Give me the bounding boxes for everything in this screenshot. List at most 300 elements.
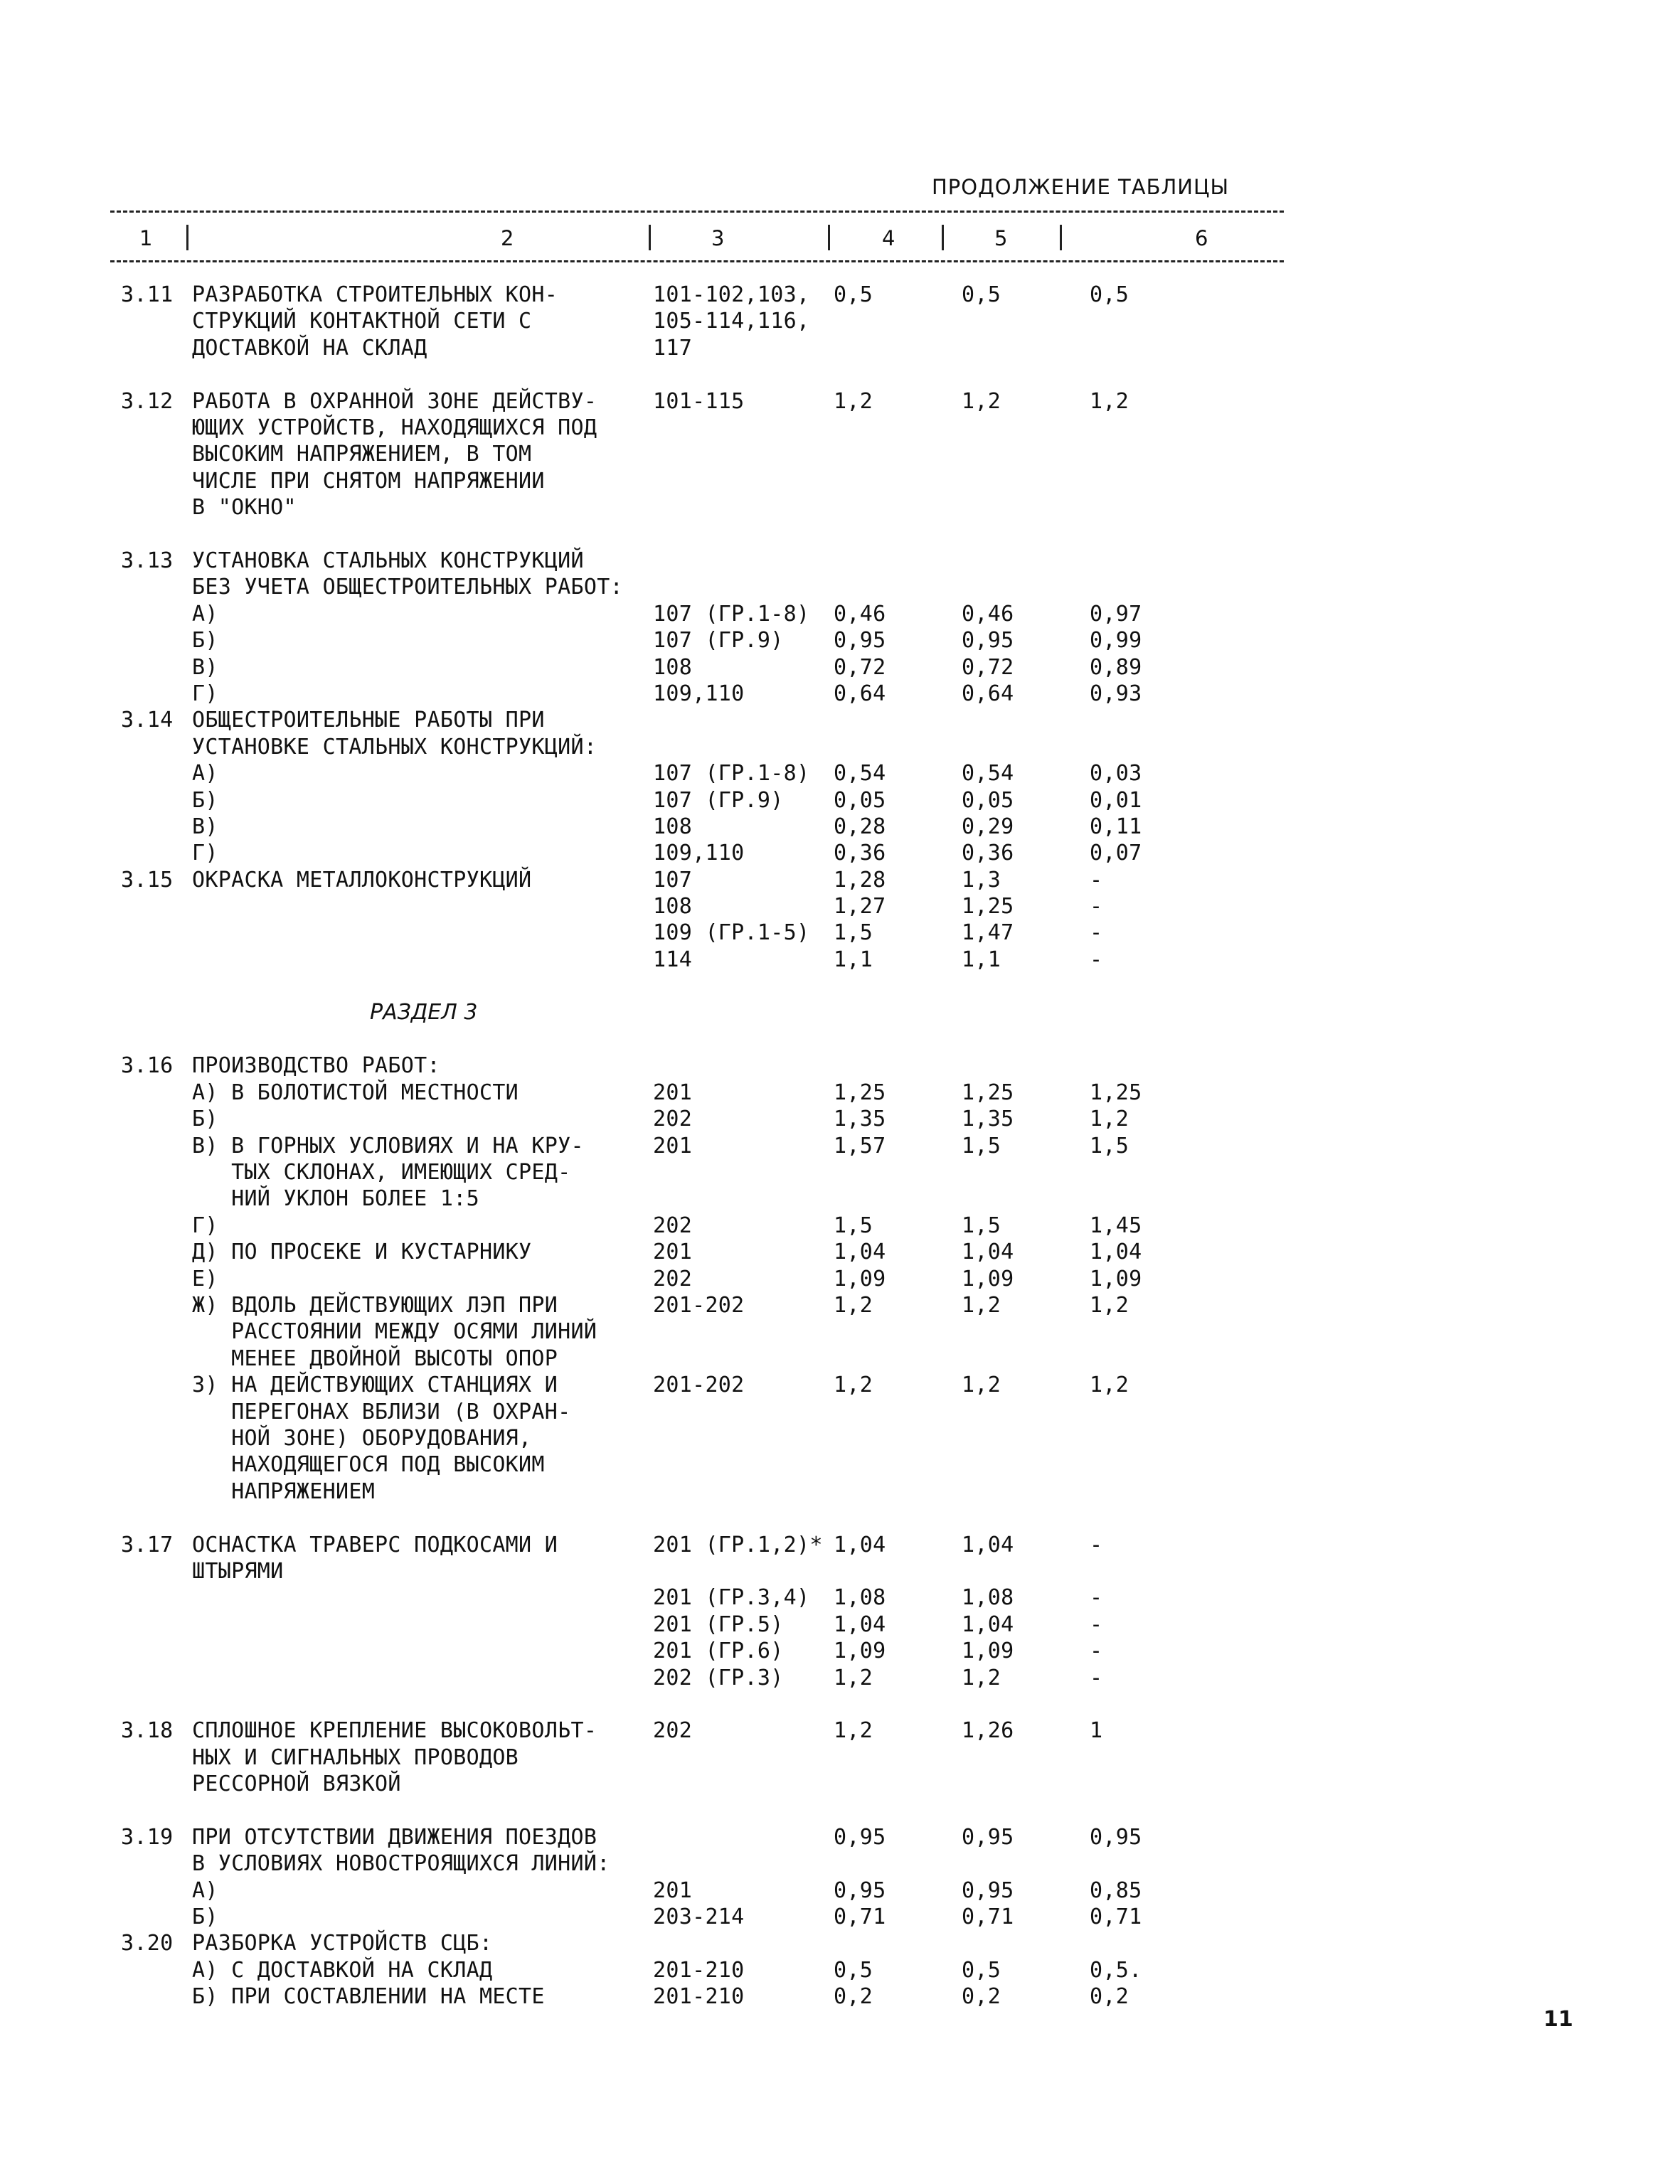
row-description [192,814,644,840]
coef-col-4: 1,35 [834,1107,886,1132]
row-table-refs [653,1133,692,1159]
coef-col-6: - [1090,1585,1103,1611]
row-description [192,1372,644,1505]
row-description [192,1053,644,1079]
table-ref-line: 101-102,103, [653,282,810,307]
row-description [192,1824,644,1877]
coef-col-6: 1,2 [1090,1373,1129,1398]
row-description [192,1239,644,1265]
description-line: В) В ГОРНЫХ УСЛОВИЯХ И НА КРУ- [192,1133,584,1158]
description-line: РАЗБОРКА УСТРОЙСТВ СЦБ: [192,1931,493,1956]
coef-col-6: 0,07 [1090,841,1142,866]
coef-col-4: 1,04 [834,1612,886,1637]
description-line: А) [192,1877,218,1903]
coef-col-5: 1,26 [962,1718,1014,1744]
header-separator [828,225,830,250]
row-table-refs [653,654,692,681]
coef-col-5: 1,04 [962,1612,1014,1637]
description-line: НАПРЯЖЕНИЕМ [192,1479,376,1504]
coef-col-4: 0,95 [834,1824,886,1850]
row-description [192,548,644,601]
table-row [0,1665,1680,1691]
description-line: ОБЩЕСТРОИТЕЛЬНЫЕ РАБОТЫ ПРИ [192,708,545,733]
coef-col-4: 0,72 [834,654,886,680]
description-line: Е) [192,1266,218,1291]
row-table-refs [653,601,809,627]
row-table-refs [653,681,745,707]
header-col-2: 2 [501,226,514,250]
description-line: Б) [192,1107,218,1132]
coef-col-4: 1,28 [834,867,886,893]
description-line: МЕНЕЕ ДВОЙНОЙ ВЫСОТЫ ОПОР [192,1346,558,1371]
table-ref-line: 201 (ГР.3,4) [653,1585,810,1611]
coef-col-6: 0,93 [1090,681,1142,706]
table-row [0,840,1680,866]
coef-col-6: 1,09 [1090,1266,1142,1291]
table-ref-line: 201 [653,1240,693,1265]
coef-col-5: 0,46 [962,601,1014,627]
description-line: ПРОИЗВОДСТВО РАБОТ: [192,1053,440,1079]
coef-col-4: 0,95 [834,628,886,654]
coef-col-6: 0,85 [1090,1877,1142,1903]
coef-col-4: 0,46 [834,601,886,627]
row-number: 3.16 [121,1053,174,1079]
table-ref-line: 201 (ГР.6) [653,1639,784,1664]
row-description [192,1106,644,1132]
coef-col-5: 1,3 [962,867,1001,893]
row-description [192,627,644,654]
table-row [0,1957,1680,1983]
coef-col-5: 0,2 [962,1984,1001,2010]
table-row [0,388,1680,521]
row-table-refs [653,1213,692,1239]
coef-col-6: - [1090,867,1103,893]
row-description [192,388,644,521]
coef-col-5: 1,2 [962,388,1001,414]
row-table-refs [653,814,692,840]
description-line: ДОСТАВКОЙ НА СКЛАД [192,335,427,361]
table-ref-line: 117 [653,335,693,361]
description-line: ШТЫРЯМИ [192,1558,284,1584]
row-gap [0,361,1680,388]
table-row [0,601,1680,627]
coef-col-4: 1,04 [834,1240,886,1265]
table-row [0,1292,1680,1372]
row-table-refs [653,787,784,814]
coef-col-4: 1,09 [834,1639,886,1664]
row-number: 3.11 [121,282,174,307]
coef-col-6: 1,5 [1090,1133,1129,1158]
coef-col-5: 1,47 [962,920,1014,946]
table-ref-line: 114 [653,947,693,972]
coef-col-4: 0,54 [834,761,886,787]
header-top-rule [110,211,1284,213]
table-row [0,1213,1680,1239]
coef-col-5: 1,5 [962,1133,1001,1158]
table-ref-line: 201-202 [653,1292,745,1318]
row-table-refs [653,1292,745,1319]
row-description [192,1213,644,1239]
header-bottom-rule [110,260,1284,262]
row-table-refs [653,1612,784,1638]
description-line: Д) ПО ПРОСЕКЕ И КУСТАРНИКУ [192,1240,532,1265]
description-line: ОСНАСТКА ТРАВЕРС ПОДКОСАМИ И [192,1532,558,1557]
coef-col-4: 1,5 [834,920,873,946]
table-ref-line: 203-214 [653,1905,745,1930]
row-gap [0,1691,1680,1717]
coef-col-6: - [1090,894,1103,920]
coef-col-5: 0,95 [962,1824,1014,1850]
table-row [0,707,1680,760]
coef-col-6: 0,11 [1090,814,1142,839]
coef-col-4: 0,36 [834,841,886,866]
table-ref-line: 201 [653,1877,693,1903]
table-ref-line: 201-210 [653,1984,745,2010]
coef-col-6: 0,2 [1090,1984,1129,2010]
coef-col-4: 1,1 [834,947,873,972]
coef-col-6: 1,45 [1090,1213,1142,1238]
description-line: А) [192,761,218,787]
description-line: НЫХ И СИГНАЛЬНЫХ ПРОВОДОВ [192,1744,519,1770]
coef-col-5: 1,25 [962,1080,1014,1105]
header-separator [186,225,188,250]
coef-col-4: 1,2 [834,1292,873,1318]
table-ref-line: 108 [653,814,693,839]
row-table-refs [653,1877,692,1904]
coef-col-4: 1,57 [834,1133,886,1158]
table-row [0,1372,1680,1505]
row-description [192,760,644,787]
coef-col-6: 0,01 [1090,787,1142,813]
row-table-refs [653,1983,745,2010]
row-description [192,282,644,361]
row-table-refs [653,627,784,654]
description-line: Б) [192,787,218,813]
table-row [0,787,1680,814]
coef-col-6: - [1090,947,1103,972]
description-line: В) [192,654,218,680]
coef-col-5: 0,29 [962,814,1014,839]
coef-col-6: 0,5 [1090,282,1129,307]
coef-col-6: 1,2 [1090,1292,1129,1318]
coef-col-5: 1,09 [962,1639,1014,1664]
description-line: БЕЗ УЧЕТА ОБЩЕСТРОИТЕЛЬНЫХ РАБОТ: [192,575,623,600]
description-line: А) В БОЛОТИСТОЙ МЕСТНОСТИ [192,1080,519,1105]
row-description [192,1983,644,2010]
coef-col-5: 1,2 [962,1373,1001,1398]
coef-col-6: 0,5. [1090,1957,1142,1983]
row-number: 3.17 [121,1532,174,1557]
table-ref-line: 108 [653,654,693,680]
row-table-refs [653,1904,745,1930]
table-ref-line: 201 (ГР.1,2)* [653,1532,823,1557]
coef-col-6: 0,95 [1090,1824,1142,1850]
coef-col-6: 0,71 [1090,1905,1142,1930]
description-line: НОЙ ЗОНЕ) ОБОРУДОВАНИЯ, [192,1425,532,1451]
row-description [192,654,644,681]
coef-col-4: 1,2 [834,1665,873,1690]
description-line: НИЙ УКЛОН БОЛЕЕ 1:5 [192,1186,479,1212]
section-label: РАЗДЕЛ 3 [370,999,478,1025]
coef-col-4: 0,95 [834,1877,886,1903]
coef-col-4: 1,2 [834,1718,873,1744]
row-table-refs [653,893,692,920]
header-separator [942,225,944,250]
description-line: Б) ПРИ СОСТАВЛЕНИИ НА МЕСТЕ [192,1984,545,2010]
table-ref-line: 202 [653,1107,693,1132]
row-description [192,707,644,760]
coef-col-4: 1,08 [834,1585,886,1611]
table-ref-line: 109,110 [653,841,745,866]
row-table-refs [653,1532,823,1558]
row-description [192,681,644,707]
description-line: РАБОТА В ОХРАННОЙ ЗОНЕ ДЕЙСТВУ- [192,388,597,414]
coef-col-5: 1,04 [962,1240,1014,1265]
row-number: 3.18 [121,1718,174,1744]
table-row [0,867,1680,893]
row-gap [0,521,1680,548]
coef-col-5: 0,54 [962,761,1014,787]
description-line: ЮЩИХ УСТРОЙСТВ, НАХОДЯЩИХСЯ ПОД [192,415,597,440]
table-ref-line: 202 [653,1266,693,1291]
row-number: 3.13 [121,548,174,573]
description-line: СТРУКЦИЙ КОНТАКТНОЙ СЕТИ С [192,309,532,334]
table-row [0,1877,1680,1904]
row-description [192,1877,644,1904]
row-table-refs [653,1372,745,1398]
description-line: УСТАНОВКА СТАЛЬНЫХ КОНСТРУКЦИЙ [192,548,584,573]
description-line: Ж) ВДОЛЬ ДЕЙСТВУЮЩИХ ЛЭП ПРИ [192,1292,558,1318]
table-row [0,1717,1680,1797]
row-number: 3.14 [121,708,174,733]
coef-col-4: 0,71 [834,1905,886,1930]
coef-col-4: 0,64 [834,681,886,706]
coef-col-6: 1,04 [1090,1240,1142,1265]
description-line: Г) [192,681,218,706]
row-table-refs [653,760,809,787]
description-line: А) С ДОСТАВКОЙ НА СКЛАД [192,1957,493,1983]
row-table-refs [653,1957,745,1983]
coef-col-5: 0,64 [962,681,1014,706]
row-description [192,601,644,627]
row-description [192,840,644,866]
description-line: В УСЛОВИЯХ НОВОСТРОЯЩИХСЯ ЛИНИЙ: [192,1851,610,1877]
description-line: РАЗРАБОТКА СТРОИТЕЛЬНЫХ КОН- [192,282,558,307]
coef-col-4: 1,27 [834,894,886,920]
table-row [0,1133,1680,1213]
coef-col-6: - [1090,1639,1103,1664]
description-line: ВЫСОКИМ НАПРЯЖЕНИЕМ, В ТОМ [192,442,532,467]
coef-col-5: 0,72 [962,654,1014,680]
description-line: ТЫХ СКЛОНАХ, ИМЕЮЩИХ СРЕД- [192,1160,571,1186]
coef-col-5: 0,95 [962,628,1014,654]
description-line: ОКРАСКА МЕТАЛЛОКОНСТРУКЦИЙ [192,867,532,893]
table-row [0,282,1680,361]
table-row [0,920,1680,946]
table-ref-line: 101-115 [653,388,745,414]
header-col-1: 1 [139,226,153,250]
row-gap [0,1505,1680,1531]
table-ref-line: 202 (ГР.3) [653,1665,784,1690]
row-description [192,1717,644,1797]
table-ref-line: 107 (ГР.1-8) [653,761,810,787]
row-table-refs [653,1266,692,1292]
description-line: З) НА ДЕЙСТВУЮЩИХ СТАНЦИЯХ И [192,1373,558,1398]
coef-col-5: 1,2 [962,1665,1001,1690]
table-ref-line: 109 (ГР.1-5) [653,920,810,946]
description-line: Б) [192,628,218,654]
row-gap [0,1797,1680,1823]
row-description [192,1080,644,1106]
coef-col-6: - [1090,1612,1103,1637]
coef-col-6: 1,2 [1090,1107,1129,1132]
table-ref-line: 202 [653,1213,693,1238]
description-line: Б) [192,1905,218,1930]
table-row [0,893,1680,920]
table-row [0,1584,1680,1611]
row-number: 3.12 [121,388,174,414]
description-line: ПРИ ОТСУТСТВИИ ДВИЖЕНИЯ ПОЕЗДОВ [192,1824,597,1850]
coef-col-6: 0,03 [1090,761,1142,787]
coef-col-6: - [1090,1532,1103,1557]
table-row [0,1824,1680,1877]
row-table-refs [653,867,692,893]
table-ref-line: 105-114,116, [653,309,810,334]
table-ref-line: 107 (ГР.9) [653,628,784,654]
header-separator [649,225,651,250]
coef-col-4: 0,28 [834,814,886,839]
coef-col-6: 0,97 [1090,601,1142,627]
table-ref-line: 108 [653,894,693,920]
coef-col-5: 1,25 [962,894,1014,920]
table-row [0,1106,1680,1132]
row-description [192,1930,644,1956]
table-ref-line: 107 [653,867,693,893]
description-line: ПЕРЕГОНАХ ВБЛИЗИ (В ОХРАН- [192,1399,571,1424]
description-line: ЧИСЛЕ ПРИ СНЯТОМ НАПРЯЖЕНИИ [192,468,545,494]
coef-col-5: 1,04 [962,1532,1014,1557]
table-row [0,947,1680,973]
table-ref-line: 201-210 [653,1957,745,1983]
description-line: Г) [192,1213,218,1238]
row-description [192,867,644,893]
coef-col-4: 0,05 [834,787,886,813]
coef-col-5: 0,5 [962,282,1001,307]
coef-col-5: 1,35 [962,1107,1014,1132]
row-number: 3.15 [121,867,174,893]
table-body-part-2 [0,1053,1680,2010]
coef-col-6: - [1090,920,1103,946]
header-separator [1060,225,1062,250]
table-body-part-1 [0,282,1680,973]
row-description [192,1266,644,1292]
table-ref-line: 201 [653,1133,693,1158]
table-row [0,760,1680,787]
table-row [0,1638,1680,1664]
description-line: РЕССОРНОЙ ВЯЗКОЙ [192,1772,401,1797]
row-table-refs [653,1239,692,1265]
row-table-refs [653,388,745,415]
coef-col-6: 1,2 [1090,388,1129,414]
row-table-refs [653,1717,692,1744]
coef-col-5: 0,5 [962,1957,1001,1983]
table-ref-line: 201-202 [653,1373,745,1398]
table-ref-line: 107 (ГР.9) [653,787,784,813]
table-row [0,1266,1680,1292]
table-row [0,1904,1680,1930]
coef-col-4: 1,2 [834,1373,873,1398]
row-description [192,1532,644,1585]
table-ref-line: 109,110 [653,681,745,706]
row-description [192,1292,644,1372]
coef-col-4: 0,5 [834,282,873,307]
coef-col-5: 1,1 [962,947,1001,972]
header-col-6: 6 [1195,226,1208,250]
header-col-3: 3 [711,226,725,250]
coef-col-4: 1,5 [834,1213,873,1238]
table-row [0,654,1680,681]
row-table-refs [653,1584,809,1611]
coef-col-6: - [1090,1665,1103,1690]
row-description [192,787,644,814]
table-row [0,1239,1680,1265]
row-table-refs [653,840,745,866]
description-line: УСТАНОВКЕ СТАЛЬНЫХ КОНСТРУКЦИЙ: [192,734,597,760]
row-description [192,1904,644,1930]
table-continuation-caption: ПРОДОЛЖЕНИЕ ТАБЛИЦЫ [932,175,1230,199]
table-row [0,814,1680,840]
description-line: РАССТОЯНИИ МЕЖДУ ОСЯМИ ЛИНИЙ [192,1319,597,1345]
coef-col-5: 0,71 [962,1905,1014,1930]
header-col-4: 4 [882,226,895,250]
table-row [0,681,1680,707]
row-number: 3.19 [121,1824,174,1850]
coef-col-4: 1,2 [834,388,873,414]
coef-col-6: 0,89 [1090,654,1142,680]
page-number: 11 [1543,2007,1573,2032]
coef-col-4: 0,5 [834,1957,873,1983]
coef-col-4: 1,04 [834,1532,886,1557]
table-ref-line: 201 [653,1080,693,1105]
coef-col-6: 1,25 [1090,1080,1142,1105]
row-table-refs [653,1106,692,1132]
coef-col-5: 0,05 [962,787,1014,813]
table-row [0,548,1680,601]
row-table-refs [653,282,809,361]
table-row [0,1983,1680,2010]
header-col-5: 5 [994,226,1008,250]
coef-col-5: 1,2 [962,1292,1001,1318]
row-table-refs [653,947,692,973]
table-row [0,1532,1680,1585]
coef-col-5: 1,09 [962,1266,1014,1291]
coef-col-5: 0,95 [962,1877,1014,1903]
coef-col-4: 1,09 [834,1266,886,1291]
coef-col-4: 0,2 [834,1984,873,2010]
description-line: В) [192,814,218,839]
coef-col-5: 1,5 [962,1213,1001,1238]
description-line: А) [192,601,218,627]
row-table-refs [653,1638,784,1664]
row-description [192,1133,644,1213]
row-table-refs [653,1665,784,1691]
table-row [0,1080,1680,1106]
row-number: 3.20 [121,1931,174,1956]
description-line: В "ОКНО" [192,495,297,521]
table-row [0,1053,1680,1079]
coef-col-6: 0,99 [1090,628,1142,654]
description-line: НАХОДЯЩЕГОСЯ ПОД ВЫСОКИМ [192,1452,545,1478]
